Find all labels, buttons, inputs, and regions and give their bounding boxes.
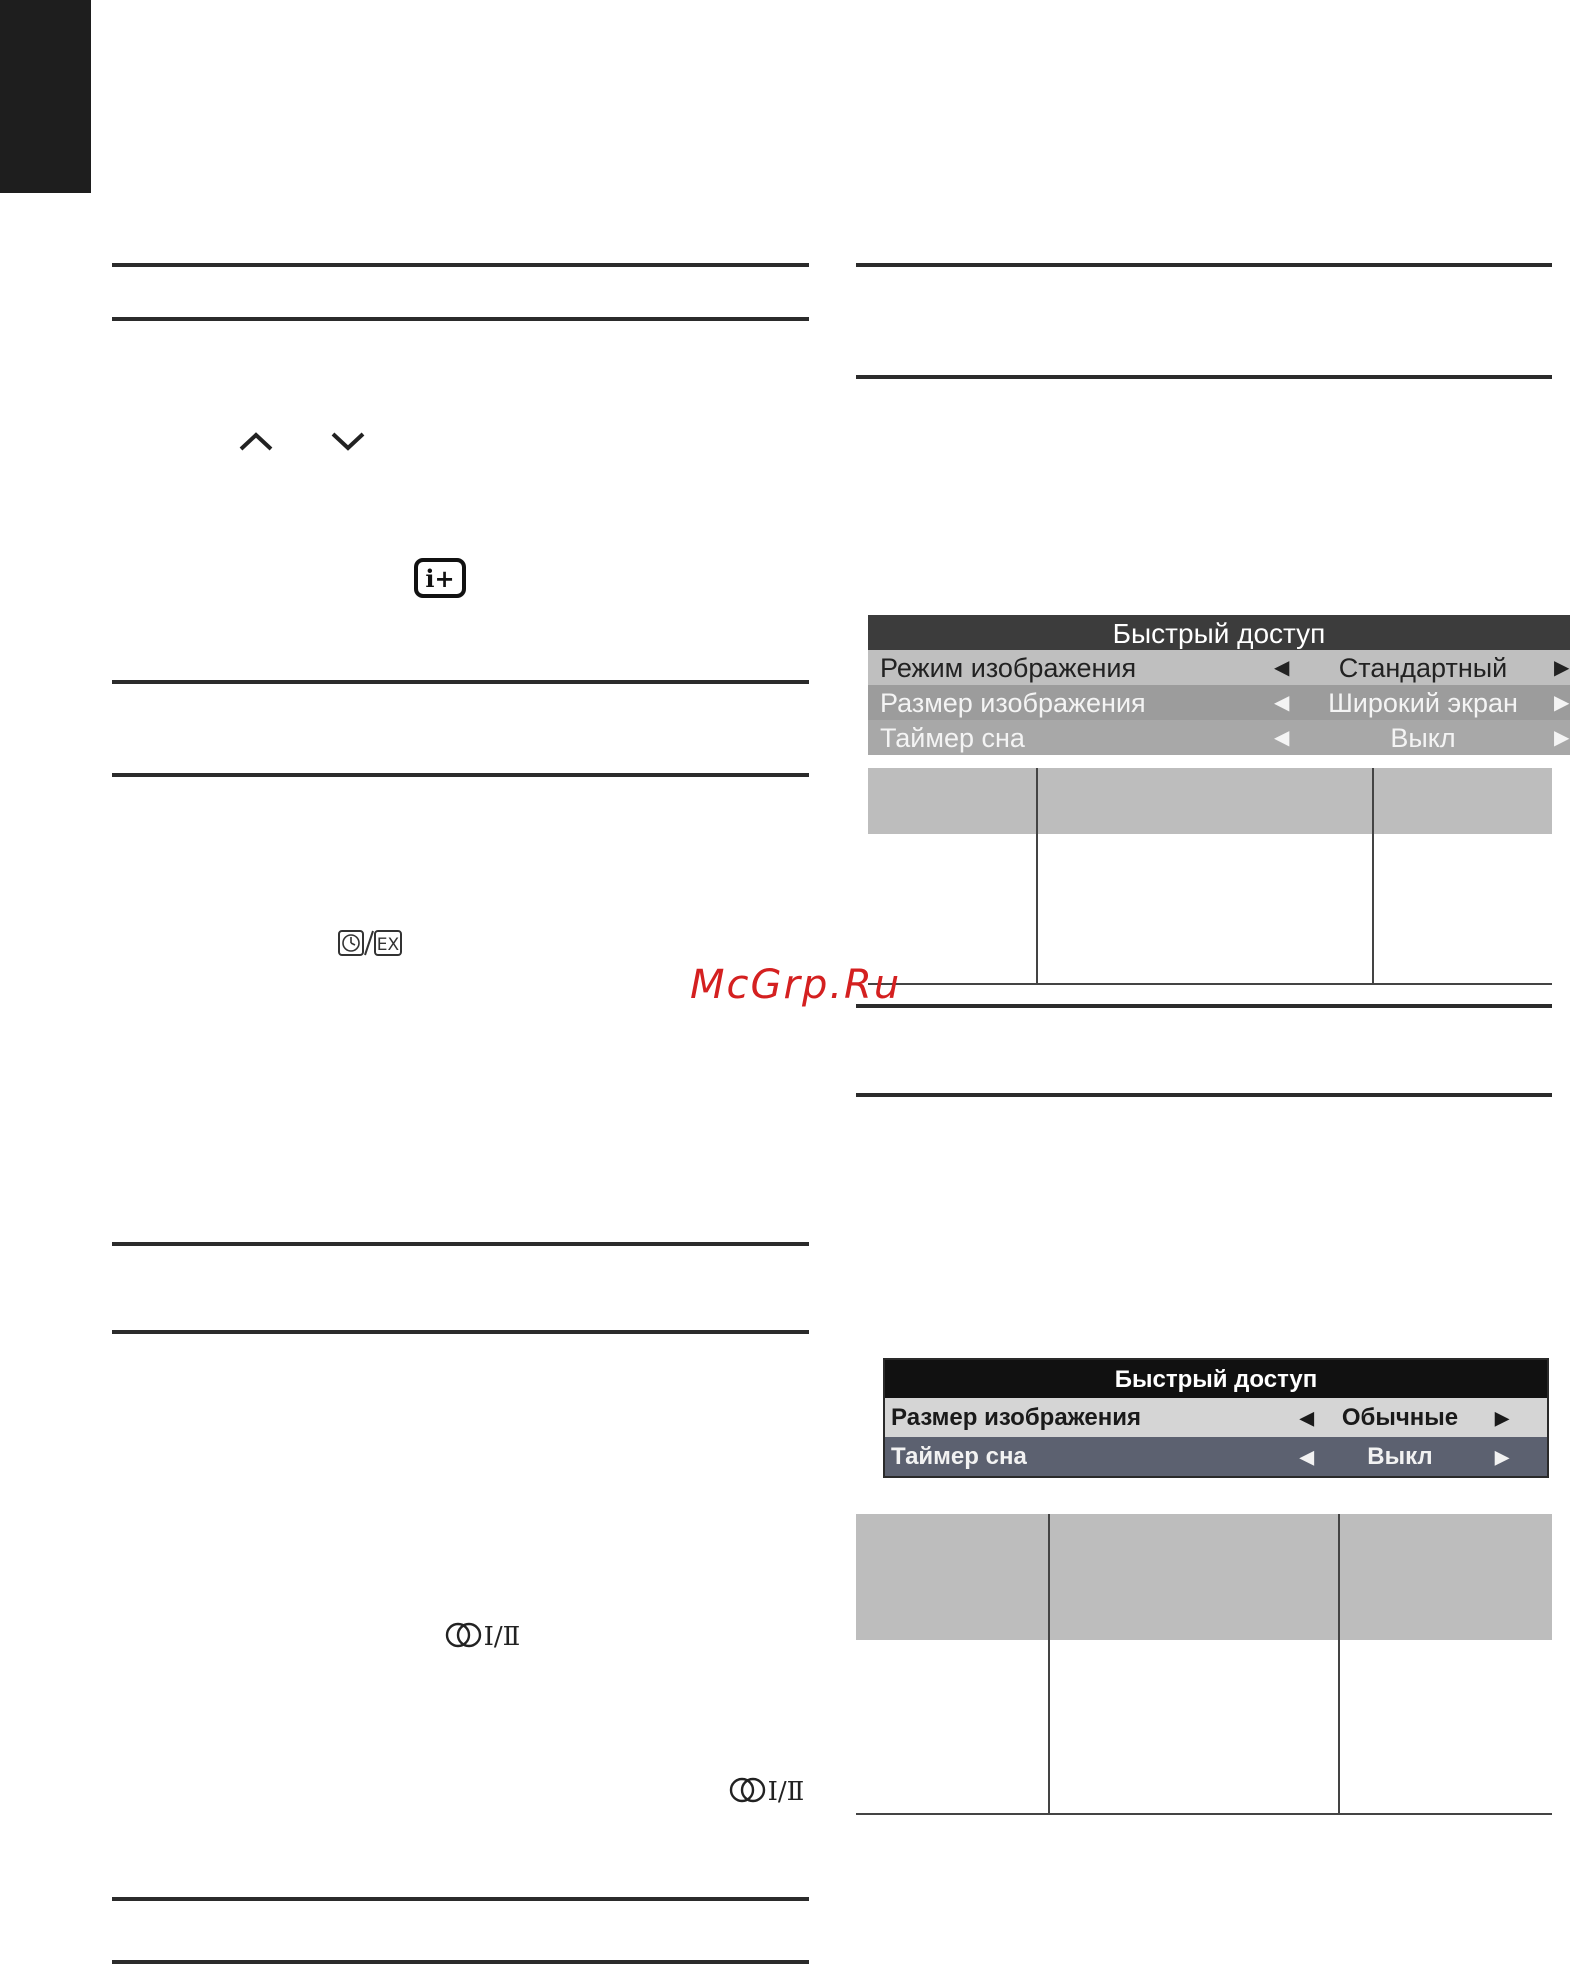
quick-access-menu (868, 615, 1570, 755)
info-table (856, 1514, 1552, 1815)
svg-text:EX: EX (376, 935, 400, 955)
svg-text:I/Ⅱ: I/Ⅱ (483, 1622, 521, 1650)
stereo-dual-icon (444, 1620, 530, 1650)
arrow-right-icon[interactable]: ▶ (1495, 1447, 1509, 1467)
menu-row-picture-size[interactable] (885, 1398, 1547, 1437)
menu-row-picture-mode[interactable] (868, 650, 1570, 685)
menu-row-sleep-timer[interactable] (868, 720, 1570, 755)
menu-row-value: Обычные (1341, 1404, 1459, 1431)
section-rule (856, 1004, 1552, 1008)
table-header-cell (1339, 1514, 1552, 1640)
info-table (868, 768, 1552, 985)
arrow-left-icon[interactable]: ◀ (1274, 727, 1290, 749)
arrow-left-icon[interactable]: ◀ (1274, 657, 1290, 679)
chevron-up-icon (238, 430, 274, 452)
chevron-down-icon (330, 430, 366, 452)
table-cell (856, 1640, 1049, 1814)
table-header-cell (1373, 768, 1552, 834)
timer-exit-icon (337, 929, 403, 957)
section-rule (112, 263, 809, 267)
menu-row-label: Размер изображения (891, 1404, 1141, 1431)
table-header-cell (1049, 1514, 1339, 1640)
info-plus-icon (414, 558, 466, 598)
menu-row-value: Выкл (1390, 723, 1456, 753)
menu-row-value: Широкий экран (1328, 688, 1518, 718)
table-header-cell (868, 768, 1037, 834)
table-cell (1037, 834, 1373, 984)
menu-title: Быстрый доступ (868, 615, 1570, 650)
svg-text:i+: i+ (425, 564, 455, 593)
table-cell (1049, 1640, 1339, 1814)
menu-row-sleep-timer[interactable] (885, 1437, 1547, 1476)
section-rule (856, 263, 1552, 267)
table-header-cell (856, 1514, 1049, 1640)
menu-title: Быстрый доступ (885, 1360, 1547, 1398)
arrow-right-icon[interactable]: ▶ (1554, 657, 1570, 679)
section-rule (112, 1242, 809, 1246)
section-rule (856, 375, 1552, 379)
section-rule (112, 1897, 809, 1901)
corner-tab-block (0, 0, 91, 193)
stereo-dual-icon (728, 1775, 814, 1805)
quick-access-menu (883, 1358, 1549, 1478)
arrow-left-icon[interactable]: ◀ (1274, 692, 1290, 714)
menu-row-label: Режим изображения (880, 653, 1137, 683)
arrow-left-icon[interactable]: ◀ (1300, 1447, 1314, 1467)
menu-row-label: Таймер сна (891, 1443, 1027, 1470)
menu-row-value: Выкл (1367, 1443, 1433, 1470)
section-rule (856, 1093, 1552, 1097)
arrow-left-icon[interactable]: ◀ (1300, 1408, 1314, 1428)
menu-row-value: Стандартный (1338, 653, 1508, 683)
menu-row-picture-size[interactable] (868, 685, 1570, 720)
menu-row-label: Размер изображения (880, 688, 1146, 718)
arrow-right-icon[interactable]: ▶ (1554, 727, 1570, 749)
arrow-right-icon[interactable]: ▶ (1554, 692, 1570, 714)
section-rule (112, 680, 809, 684)
arrow-right-icon[interactable]: ▶ (1495, 1408, 1509, 1428)
table-header-cell (1037, 768, 1373, 834)
svg-text:I/Ⅱ: I/Ⅱ (767, 1777, 805, 1805)
watermark: McGrp.Ru (690, 962, 902, 1008)
menu-row-label: Таймер сна (880, 723, 1025, 753)
section-rule (112, 317, 809, 321)
table-cell (1373, 834, 1552, 984)
section-rule (112, 1330, 809, 1334)
section-rule (112, 1960, 809, 1964)
table-cell (1339, 1640, 1552, 1814)
section-rule (112, 773, 809, 777)
